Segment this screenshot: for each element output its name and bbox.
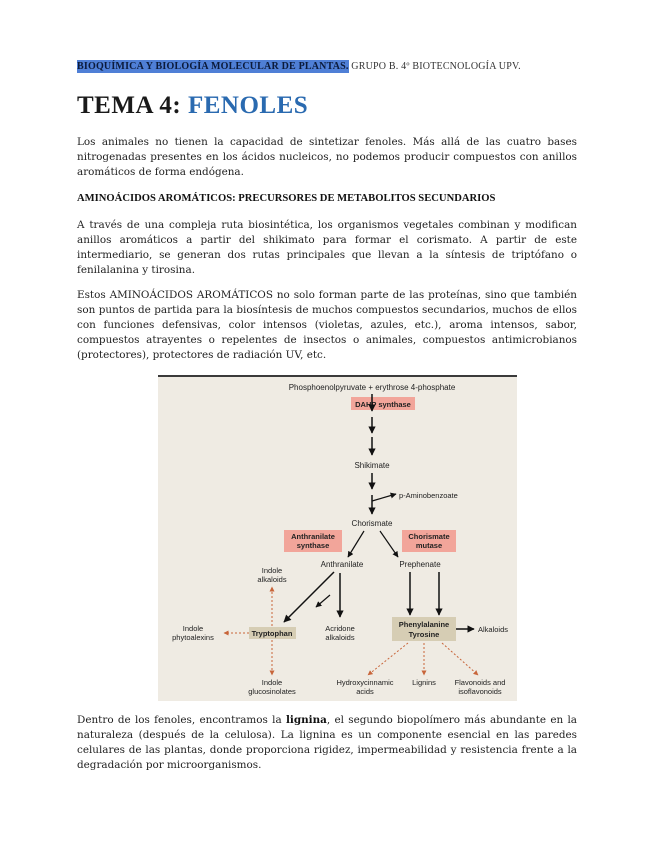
document-header [77, 61, 521, 72]
node-shikimate: Shikimate [354, 461, 390, 470]
page-title [77, 92, 308, 120]
paragraph-lignin [77, 713, 577, 773]
node-anthranilate: Anthranilate [320, 560, 364, 569]
section-heading: AMINOÁCIDOS AROMÁTICOS: PRECURSORES DE METABOLITOS SECUNDARIOS [77, 193, 496, 204]
node-lignins: Lignins [412, 678, 436, 687]
node-flav-2: isoflavonoids [458, 687, 502, 696]
node-chorismate: Chorismate [351, 519, 393, 528]
node-tryptophan: Tryptophan [251, 629, 293, 638]
enzyme-mutase-2: mutase [415, 541, 443, 550]
node-hydroxy-2: acids [356, 687, 374, 696]
header-course: BIOQUÍMICA Y BIOLOGÍA MOLECULAR DE PLANTAS. [77, 61, 349, 72]
enzyme-anth-1: Anthranilate [291, 532, 335, 541]
enzyme-mutase-1: Chorismate [408, 532, 450, 541]
node-phyto-1: Indole [182, 624, 204, 633]
title-prefix: TEMA 4: [77, 92, 188, 119]
node-indole-alk-2: alkaloids [257, 575, 287, 584]
lignin-bold-term: lignina [285, 714, 327, 726]
node-acridone-1: Acridone [325, 624, 355, 633]
node-gluco-1: Indole [261, 678, 283, 687]
header-group: GRUPO B. 4º BIOTECNOLOGÍA UPV. [348, 61, 521, 72]
node-start: Phosphoenolpyruvate + erythrose 4-phosphate [288, 383, 456, 392]
enzyme-dahp: DAHP synthase [355, 400, 411, 409]
enzyme-anth-2: synthase [296, 541, 330, 550]
node-alkaloids: Alkaloids [478, 625, 509, 634]
paragraph-shikimate: A través de una compleja ruta biosintética, los organismos vegetales combinan y modifican anillos aromáticos a partir del shikimato para formar el corismato. A partir de este intermediario, se generan dos rutas principales que llevan a la síntesis de triptófano o fenilalanina y tirosina. [77, 219, 577, 276]
node-indole-alk-1: Indole [261, 566, 283, 575]
pathway-svg [158, 377, 517, 701]
biosynthesis-diagram [158, 375, 517, 701]
lignin-text-before: Dentro de los fenoles, encontramos la [77, 714, 286, 726]
intro-paragraph: Los animales no tienen la capacidad de sintetizar fenoles. Más allá de las cuatro bases nitrogenadas presentes en los ácidos nucleicos, no podemos producir compuestos con anillos aromáticos de forma endógena. [77, 136, 577, 178]
title-main: FENOLES [187, 92, 309, 119]
node-gluco-2: glucosinolates [248, 687, 296, 696]
node-paba: p-Aminobenzoate [399, 491, 458, 500]
node-tyrosine: Tyrosine [408, 630, 440, 639]
node-prephenate: Prephenate [399, 560, 441, 569]
node-acridone-2: alkaloids [325, 633, 355, 642]
node-flav-1: Flavonoids and [454, 678, 506, 687]
lignin-text-after: , el segundo biopolímero más abundante en la naturaleza (después de la celulosa). La lignina es un componente esencial en las paredes celulares de las plantas, donde proporciona rigidez, impermeabilidad y resistencia frente a la degradación por microorganismos. [77, 714, 577, 771]
node-hydroxy-1: Hydroxycinnamic [336, 678, 394, 687]
node-phyto-2: phytoalexins [172, 633, 214, 642]
paragraph-aromatic-amino-acids: Estos AMINOÁCIDOS AROMÁTICOS no solo forman parte de las proteínas, sino que también son puntos de partida para la biosíntesis de muchos compuestos secundarios, muchos de ellos con funciones defensivas, color intensos (violetas, azules, etc.), aroma intensos, sabor, compuestos atrayentes o repelentes de insectos o animales, compuestos antimicrobianos (protectores), protectores de radiación UV, etc. [77, 289, 577, 361]
node-phenylalanine: Phenylalanine [398, 620, 450, 629]
